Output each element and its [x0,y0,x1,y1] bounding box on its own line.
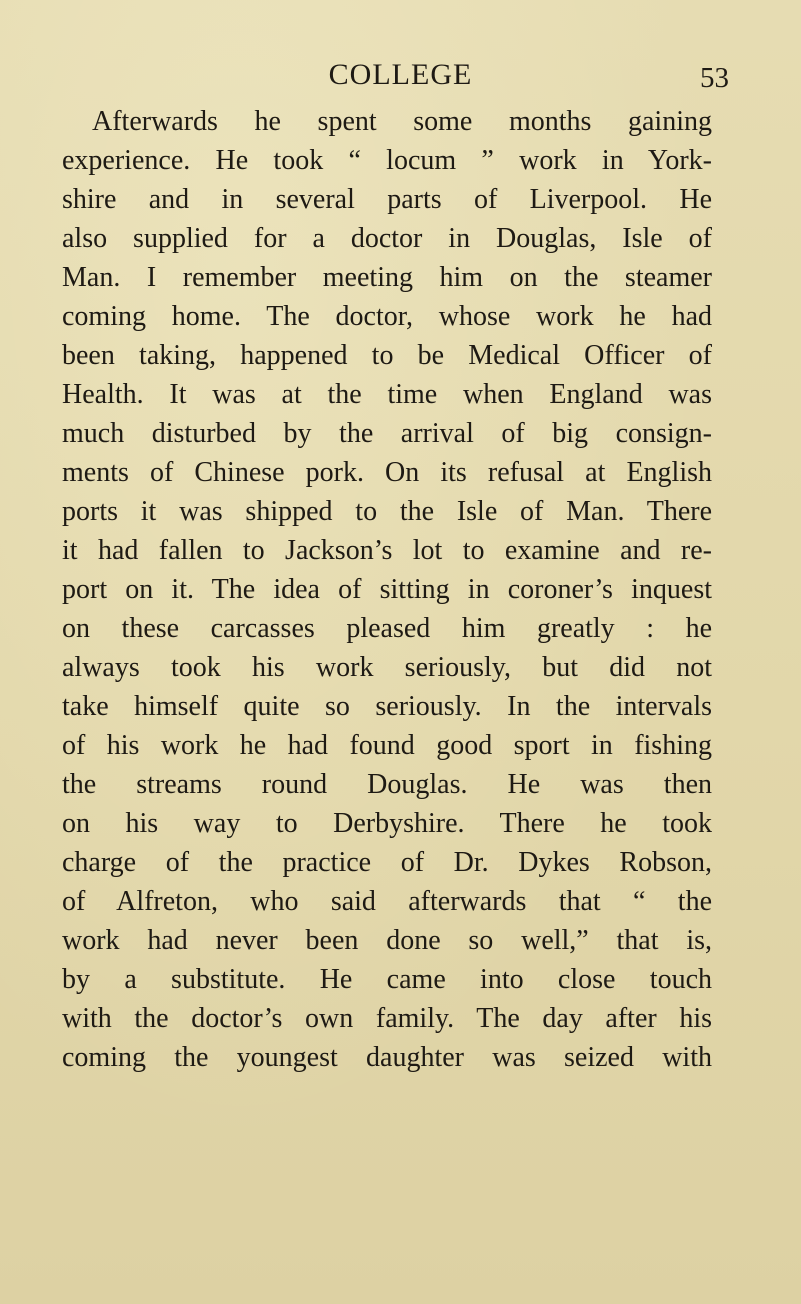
running-title: COLLEGE [328,58,473,91]
text-line: coming home. The doctor, whose work he had [62,301,712,332]
page-number: 53 [700,62,729,94]
text-line: always took his work seriously, but did not [62,652,712,683]
text-line: charge of the practice of Dr. Dykes Robson, [62,847,712,878]
text-line: of Alfreton, who said afterwards that “ the [62,886,712,917]
text-line: Afterwards he spent some months gaining [92,106,712,137]
text-line: experience. He took “ locum ” work in York- [62,145,712,176]
text-line: port on it. The idea of sitting in coroner’s inquest [62,574,712,605]
text-line: Man. I remember meeting him on the steamer [62,262,712,293]
text-line: ports it was shipped to the Isle of Man. There [62,496,712,527]
text-line: coming the youngest daughter was seized with [62,1042,712,1073]
text-line: it had fallen to Jackson’s lot to examine and re- [62,535,712,566]
text-line: on these carcasses pleased him greatly : he [62,613,712,644]
text-line: Health. It was at the time when England was [62,379,712,410]
text-line: much disturbed by the arrival of big consign- [62,418,712,449]
text-line: on his way to Derbyshire. There he took [62,808,712,839]
text-line: take himself quite so seriously. In the intervals [62,691,712,722]
body-text [62,102,712,1077]
text-line: work had never been done so well,” that is, [62,925,712,956]
text-line: with the doctor’s own family. The day after his [62,1003,712,1034]
text-line: the streams round Douglas. He was then [62,769,712,800]
text-line: also supplied for a doctor in Douglas, Isle of [62,223,712,254]
text-line: of his work he had found good sport in fishing [62,730,712,761]
text-line: shire and in several parts of Liverpool. He [62,184,712,215]
text-line: by a substitute. He came into close touch [62,964,712,995]
text-line: been taking, happened to be Medical Officer of [62,340,712,371]
text-line: ments of Chinese pork. On its refusal at English [62,457,712,488]
